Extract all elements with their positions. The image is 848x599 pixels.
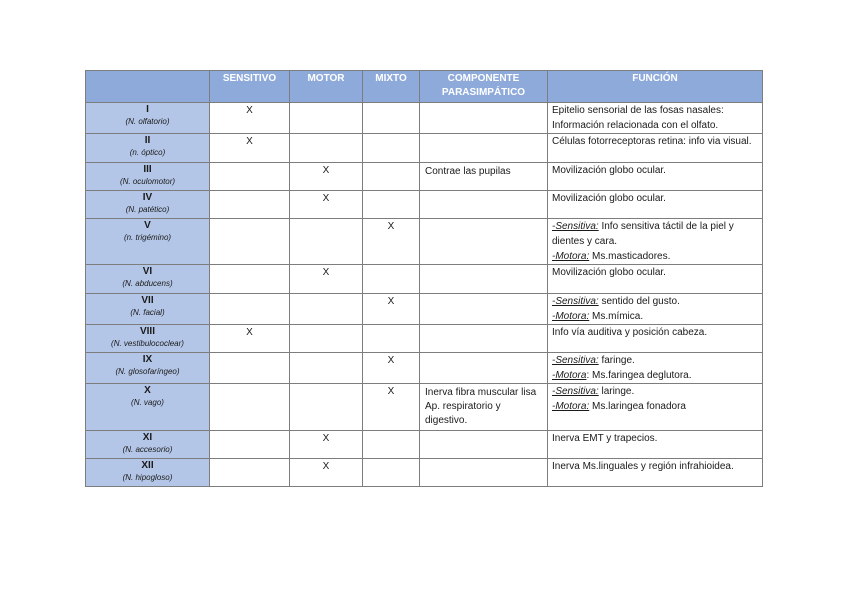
motor-mark: X <box>290 459 363 487</box>
funcion-cell: Movilización globo ocular. <box>548 163 763 191</box>
funcion-label: -Sensitiva: <box>552 296 599 307</box>
nerve-cell <box>86 353 210 384</box>
funcion-cell: Células fotorreceptoras retina: info via visual. <box>548 134 763 163</box>
mixto-mark <box>363 191 420 219</box>
sensitivo-mark <box>210 163 290 191</box>
funcion-cell <box>548 353 763 384</box>
nerve-number: IX <box>142 354 153 365</box>
funcion-text: laringe. <box>598 386 635 397</box>
header-mixto: MIXTO <box>363 71 420 103</box>
mixto-mark: X <box>363 294 420 325</box>
header-funcion: FUNCIÓN <box>548 71 763 103</box>
funcion-label: -Motora: <box>552 251 590 262</box>
funcion-label: -Motora <box>552 370 587 381</box>
mixto-mark <box>363 265 420 294</box>
componente-cell <box>420 219 548 265</box>
cranial-nerves-table <box>85 70 763 487</box>
nerve-name: (N. accesorio) <box>122 445 173 454</box>
nerve-cell <box>86 294 210 325</box>
mixto-mark <box>363 325 420 353</box>
table-row <box>86 265 763 294</box>
nerve-number: XII <box>141 460 154 471</box>
funcion-cell: Movilización globo ocular. <box>548 265 763 294</box>
motor-mark <box>290 103 363 134</box>
nerve-number: VI <box>142 266 153 277</box>
nerve-name: (N. abducens) <box>122 279 173 288</box>
sensitivo-mark <box>210 294 290 325</box>
sensitivo-mark: X <box>210 325 290 353</box>
mixto-mark <box>363 431 420 459</box>
header-nerve <box>86 71 210 103</box>
componente-cell <box>420 325 548 353</box>
sensitivo-mark <box>210 384 290 431</box>
funcion-label: -Sensitiva: <box>552 355 599 366</box>
motor-mark <box>290 134 363 163</box>
nerve-cell <box>86 134 210 163</box>
funcion-cell <box>548 294 763 325</box>
componente-cell <box>420 353 548 384</box>
funcion-cell <box>548 219 763 265</box>
funcion-cell: Info vía auditiva y posición cabeza. <box>548 325 763 353</box>
componente-cell: Contrae las pupilas <box>420 163 548 191</box>
nerve-cell <box>86 431 210 459</box>
table-body <box>86 103 763 487</box>
funcion-label: -Motora: <box>552 311 590 322</box>
sensitivo-mark <box>210 431 290 459</box>
funcion-cell: Epitelio sensorial de las fosas nasales: Información relacionada con el olfato. <box>548 103 763 134</box>
mixto-mark <box>363 103 420 134</box>
motor-mark: X <box>290 265 363 294</box>
funcion-label: -Sensitiva: <box>552 386 599 397</box>
motor-mark: X <box>290 191 363 219</box>
nerve-name: (N. facial) <box>130 308 165 317</box>
motor-mark <box>290 219 363 265</box>
funcion-line <box>552 353 758 368</box>
motor-mark <box>290 294 363 325</box>
motor-mark <box>290 384 363 431</box>
sensitivo-mark <box>210 353 290 384</box>
nerve-cell <box>86 384 210 431</box>
mixto-mark: X <box>363 384 420 431</box>
table-row <box>86 294 763 325</box>
mixto-mark: X <box>363 219 420 265</box>
sensitivo-mark <box>210 219 290 265</box>
cranial-nerves-sheet <box>85 70 763 487</box>
table-row <box>86 219 763 265</box>
table-header-row <box>86 71 763 103</box>
nerve-number: VII <box>141 295 154 306</box>
nerve-cell <box>86 265 210 294</box>
funcion-text: Ms.mímica. <box>589 311 644 322</box>
nerve-number: V <box>144 220 151 231</box>
nerve-name: (N. vago) <box>131 398 164 407</box>
componente-cell <box>420 294 548 325</box>
motor-mark: X <box>290 431 363 459</box>
nerve-number: III <box>143 164 152 175</box>
motor-mark <box>290 353 363 384</box>
funcion-text: sentido del gusto. <box>598 296 680 307</box>
funcion-line <box>552 219 758 249</box>
header-motor: MOTOR <box>290 71 363 103</box>
mixto-mark <box>363 163 420 191</box>
nerve-name: (N. oculomotor) <box>119 177 176 186</box>
nerve-number: XI <box>142 432 153 443</box>
funcion-text: Ms.laringea fonadora <box>589 401 686 412</box>
mixto-mark: X <box>363 353 420 384</box>
funcion-line <box>552 399 758 414</box>
nerve-cell <box>86 191 210 219</box>
funcion-line <box>552 384 758 399</box>
nerve-name: (N. olfatorio) <box>125 117 170 126</box>
nerve-name: (n. óptico) <box>129 148 166 157</box>
funcion-cell: Inerva Ms.linguales y región infrahioidea. <box>548 459 763 487</box>
nerve-number: X <box>144 385 151 396</box>
componente-cell <box>420 431 548 459</box>
funcion-text: Ms.masticadores. <box>589 251 671 262</box>
sensitivo-mark: X <box>210 134 290 163</box>
header-componente: COMPONENTE PARASIMPÁTICO <box>420 71 548 103</box>
funcion-text: Info sensitiva táctil de la piel y dientes y cara. <box>552 221 734 247</box>
nerve-name: (N. patético) <box>125 205 170 214</box>
nerve-name: (n. trigémino) <box>123 233 172 242</box>
funcion-text: faringe. <box>598 355 635 366</box>
funcion-line <box>552 368 758 383</box>
nerve-name: (N. vestibulococlear) <box>111 339 184 348</box>
funcion-line <box>552 294 758 309</box>
sensitivo-mark <box>210 459 290 487</box>
nerve-number: II <box>144 135 151 146</box>
mixto-mark <box>363 134 420 163</box>
componente-cell <box>420 103 548 134</box>
table-row <box>86 191 763 219</box>
componente-cell <box>420 191 548 219</box>
componente-cell <box>420 459 548 487</box>
mixto-mark <box>363 459 420 487</box>
nerve-cell <box>86 325 210 353</box>
table-row <box>86 134 763 163</box>
table-row <box>86 431 763 459</box>
funcion-cell <box>548 384 763 431</box>
sensitivo-mark <box>210 265 290 294</box>
table-row <box>86 103 763 134</box>
nerve-cell <box>86 459 210 487</box>
sensitivo-mark: X <box>210 103 290 134</box>
funcion-line <box>552 249 758 264</box>
componente-cell: Inerva fibra muscular lisa Ap. respiratorio y digestivo. <box>420 384 548 431</box>
table-row <box>86 163 763 191</box>
nerve-name: (N. glosofaríngeo) <box>115 367 180 376</box>
sensitivo-mark <box>210 191 290 219</box>
componente-cell <box>420 265 548 294</box>
funcion-text: : Ms.faringea deglutora. <box>586 370 692 381</box>
motor-mark <box>290 325 363 353</box>
header-sensitivo: SENSITIVO <box>210 71 290 103</box>
funcion-label: -Sensitiva: <box>552 221 599 232</box>
funcion-cell: Movilización globo ocular. <box>548 191 763 219</box>
funcion-line <box>552 309 758 324</box>
table-row <box>86 459 763 487</box>
componente-cell <box>420 134 548 163</box>
funcion-cell: Inerva EMT y trapecios. <box>548 431 763 459</box>
nerve-number: IV <box>142 192 153 203</box>
table-row <box>86 325 763 353</box>
table-row <box>86 384 763 431</box>
table-row <box>86 353 763 384</box>
funcion-label: -Motora: <box>552 401 590 412</box>
nerve-cell <box>86 103 210 134</box>
motor-mark: X <box>290 163 363 191</box>
nerve-name: (N. hipogloso) <box>122 473 173 482</box>
nerve-cell <box>86 163 210 191</box>
nerve-number: I <box>146 104 149 115</box>
nerve-cell <box>86 219 210 265</box>
nerve-number: VIII <box>139 326 155 337</box>
